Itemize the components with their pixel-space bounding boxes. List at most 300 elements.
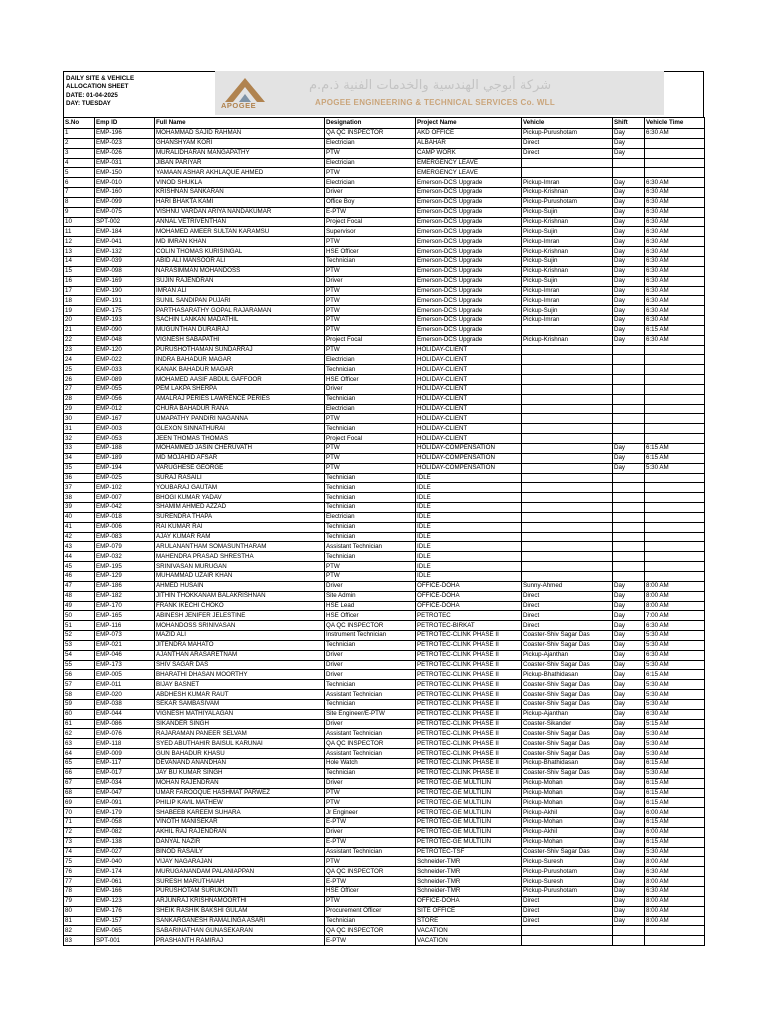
cell-vehicle-time: 7:00 AM bbox=[645, 611, 705, 621]
cell-shift: Day bbox=[613, 896, 645, 906]
cell-shift bbox=[613, 512, 645, 522]
cell-emp-id: EMP-021 bbox=[95, 640, 155, 650]
cell-vehicle-time: 6:30 AM bbox=[645, 316, 705, 326]
cell-emp-id: EMP-098 bbox=[95, 266, 155, 276]
cell-vehicle: Pickup-Akhil bbox=[522, 808, 613, 818]
cell-sno: 13 bbox=[64, 247, 95, 257]
cell-emp-id: EMP-023 bbox=[95, 138, 155, 148]
cell-vehicle-time: 8:00 AM bbox=[645, 857, 705, 867]
cell-emp-id: EMP-026 bbox=[95, 148, 155, 158]
table-row bbox=[64, 532, 705, 542]
cell-project-name: IDLE bbox=[416, 473, 522, 483]
cell-emp-id: EMP-170 bbox=[95, 601, 155, 611]
cell-emp-id: EMP-018 bbox=[95, 512, 155, 522]
cell-sno: 66 bbox=[64, 768, 95, 778]
cell-vehicle-time: 6:30 AM bbox=[645, 335, 705, 345]
cell-project-name: HOLIDAY-CLIENT bbox=[416, 414, 522, 424]
cell-sno: 78 bbox=[64, 886, 95, 896]
cell-full-name: PRASHANTH RAMIRAJ bbox=[155, 936, 325, 946]
cell-vehicle-time bbox=[645, 148, 705, 158]
cell-vehicle-time: 6:30 AM bbox=[645, 256, 705, 266]
cell-emp-id: EMP-047 bbox=[95, 788, 155, 798]
cell-vehicle-time bbox=[645, 571, 705, 581]
cell-vehicle-time: 5:30 AM bbox=[645, 640, 705, 650]
cell-vehicle-time bbox=[645, 936, 705, 946]
cell-vehicle-time: 6:15 AM bbox=[645, 778, 705, 788]
cell-vehicle-time bbox=[645, 434, 705, 444]
cell-designation: E-PTW bbox=[325, 818, 416, 828]
cell-designation: Driver bbox=[325, 188, 416, 198]
cell-sno: 26 bbox=[64, 375, 95, 385]
cell-full-name: RAJARAMAN PANEER SELVAM bbox=[155, 729, 325, 739]
cell-sno: 82 bbox=[64, 926, 95, 936]
cell-project-name: PETROTEC-CLINK PHASE II bbox=[416, 709, 522, 719]
cell-emp-id: EMP-196 bbox=[95, 129, 155, 139]
cell-project-name: Emerson-DCS Upgrade bbox=[416, 276, 522, 286]
cell-project-name: IDLE bbox=[416, 532, 522, 542]
cell-vehicle-time: 6:15 AM bbox=[645, 670, 705, 680]
cell-full-name: SEKAR SAMBASIVAM bbox=[155, 699, 325, 709]
cell-full-name: PARTHASARATHY GOPAL RAJARAMAN bbox=[155, 306, 325, 316]
col-header-vehicle: Vehicle bbox=[522, 118, 613, 129]
cell-sno: 62 bbox=[64, 729, 95, 739]
cell-sno: 37 bbox=[64, 483, 95, 493]
cell-full-name: BHARATHI DHASAN MOORTHY bbox=[155, 670, 325, 680]
cell-designation: PTW bbox=[325, 857, 416, 867]
cell-vehicle: Coaster-Shiv Sagar Das bbox=[522, 631, 613, 641]
table-row bbox=[64, 512, 705, 522]
cell-sno: 22 bbox=[64, 335, 95, 345]
cell-designation: E-PTW bbox=[325, 877, 416, 887]
cell-designation: Jr Engineer bbox=[325, 808, 416, 818]
table-row bbox=[64, 365, 705, 375]
cell-vehicle-time: 6:30 AM bbox=[645, 207, 705, 217]
cell-full-name: JITENDRA MAHATO bbox=[155, 640, 325, 650]
cell-emp-id: EMP-099 bbox=[95, 197, 155, 207]
table-row bbox=[64, 355, 705, 365]
cell-shift: Day bbox=[613, 256, 645, 266]
cell-designation: Supervisor bbox=[325, 227, 416, 237]
cell-vehicle: Pickup-Mohan bbox=[522, 798, 613, 808]
cell-emp-id: EMP-089 bbox=[95, 375, 155, 385]
cell-sno: 41 bbox=[64, 522, 95, 532]
cell-emp-id: EMP-056 bbox=[95, 394, 155, 404]
table-row bbox=[64, 493, 705, 503]
table-row bbox=[64, 197, 705, 207]
cell-shift bbox=[613, 394, 645, 404]
table-row bbox=[64, 316, 705, 326]
cell-sno: 20 bbox=[64, 316, 95, 326]
cell-designation: PTW bbox=[325, 286, 416, 296]
cell-sno: 50 bbox=[64, 611, 95, 621]
table-row bbox=[64, 571, 705, 581]
cell-emp-id: EMP-160 bbox=[95, 188, 155, 198]
cell-vehicle bbox=[522, 552, 613, 562]
cell-project-name: PETROTEC-CLINK PHASE II bbox=[416, 670, 522, 680]
cell-designation: PTW bbox=[325, 571, 416, 581]
cell-project-name: IDLE bbox=[416, 503, 522, 513]
cell-project-name: Emerson-DCS Upgrade bbox=[416, 188, 522, 198]
cell-shift: Day bbox=[613, 886, 645, 896]
cell-designation: PTW bbox=[325, 562, 416, 572]
cell-sno: 65 bbox=[64, 759, 95, 769]
table-row bbox=[64, 670, 705, 680]
cell-full-name: VIGNESH SABAPATHI bbox=[155, 335, 325, 345]
cell-full-name: BIJAY BASNET bbox=[155, 680, 325, 690]
cell-sno: 45 bbox=[64, 562, 95, 572]
cell-vehicle-time: 8:00 AM bbox=[645, 591, 705, 601]
cell-sno: 2 bbox=[64, 138, 95, 148]
cell-vehicle: Pickup-Sujin bbox=[522, 276, 613, 286]
cell-emp-id: EMP-007 bbox=[95, 493, 155, 503]
cell-vehicle-time: 6:00 AM bbox=[645, 808, 705, 818]
cell-emp-id: EMP-006 bbox=[95, 522, 155, 532]
table-row bbox=[64, 256, 705, 266]
cell-project-name: IDLE bbox=[416, 483, 522, 493]
table-row bbox=[64, 444, 705, 454]
cell-vehicle: Pickup-Imran bbox=[522, 296, 613, 306]
cell-project-name: Emerson-DCS Upgrade bbox=[416, 306, 522, 316]
cell-shift bbox=[613, 345, 645, 355]
cell-shift: Day bbox=[613, 798, 645, 808]
cell-shift: Day bbox=[613, 680, 645, 690]
cell-shift bbox=[613, 503, 645, 513]
cell-vehicle-time bbox=[645, 345, 705, 355]
cell-sno: 35 bbox=[64, 463, 95, 473]
cell-shift: Day bbox=[613, 611, 645, 621]
cell-shift: Day bbox=[613, 670, 645, 680]
cell-vehicle-time: 8:00 AM bbox=[645, 877, 705, 887]
cell-vehicle-time: 6:15 AM bbox=[645, 759, 705, 769]
cell-designation: PTW bbox=[325, 453, 416, 463]
cell-sno: 24 bbox=[64, 355, 95, 365]
cell-designation: Technician bbox=[325, 552, 416, 562]
cell-project-name: Schneider-TMR bbox=[416, 877, 522, 887]
cell-vehicle bbox=[522, 936, 613, 946]
table-row bbox=[64, 916, 705, 926]
cell-emp-id: EMP-165 bbox=[95, 611, 155, 621]
table-row bbox=[64, 473, 705, 483]
cell-vehicle bbox=[522, 503, 613, 513]
cell-emp-id: EMP-174 bbox=[95, 867, 155, 877]
cell-vehicle-time bbox=[645, 926, 705, 936]
cell-full-name: ABINESH JENIFER JELESTINE bbox=[155, 611, 325, 621]
col-header-shift: Shift bbox=[613, 118, 645, 129]
cell-vehicle-time bbox=[645, 522, 705, 532]
cell-vehicle: Pickup-Mohan bbox=[522, 837, 613, 847]
cell-shift bbox=[613, 493, 645, 503]
cell-vehicle bbox=[522, 345, 613, 355]
cell-sno: 73 bbox=[64, 837, 95, 847]
cell-full-name: VARUGHESE GEORGE bbox=[155, 463, 325, 473]
cell-vehicle-time: 6:30 AM bbox=[645, 266, 705, 276]
cell-vehicle-time: 6:30 AM bbox=[645, 621, 705, 631]
cell-full-name: HARI BHAKTA KAMI bbox=[155, 197, 325, 207]
cell-vehicle bbox=[522, 158, 613, 168]
cell-emp-id: EMP-042 bbox=[95, 503, 155, 513]
table-row bbox=[64, 640, 705, 650]
cell-vehicle: Pickup-Krishnan bbox=[522, 335, 613, 345]
cell-full-name: YAMAAN ASHAR AKHLAQUE AHMED bbox=[155, 168, 325, 178]
cell-emp-id: EMP-009 bbox=[95, 749, 155, 759]
cell-full-name: SANKARGANESH RAMALINGA ASARI bbox=[155, 916, 325, 926]
cell-emp-id: EMP-022 bbox=[95, 355, 155, 365]
cell-designation: Technician bbox=[325, 503, 416, 513]
cell-designation: Site Admin bbox=[325, 591, 416, 601]
cell-designation: Technician bbox=[325, 640, 416, 650]
cell-designation: Office Boy bbox=[325, 197, 416, 207]
cell-full-name: SHABEEB KAREEM SUHARA bbox=[155, 808, 325, 818]
cell-full-name: SHIV SAGAR DAS bbox=[155, 660, 325, 670]
cell-full-name: SHEIK RASHIK BAKSHI GULAM bbox=[155, 906, 325, 916]
cell-shift bbox=[613, 424, 645, 434]
cell-vehicle: Coaster-Shiv Sagar Das bbox=[522, 729, 613, 739]
cell-full-name: MOHAN RAJENDRAN bbox=[155, 778, 325, 788]
cell-full-name: SURAJ RASAILI bbox=[155, 473, 325, 483]
cell-project-name: Emerson-DCS Upgrade bbox=[416, 286, 522, 296]
col-header-sno: S.No bbox=[64, 118, 95, 129]
cell-shift: Day bbox=[613, 867, 645, 877]
cell-sno: 80 bbox=[64, 906, 95, 916]
cell-project-name: PETROTEC-GE MULTILIN bbox=[416, 837, 522, 847]
cell-sno: 51 bbox=[64, 621, 95, 631]
cell-shift: Day bbox=[613, 640, 645, 650]
cell-sno: 70 bbox=[64, 808, 95, 818]
cell-vehicle: Coaster-Shiv Sagar Das bbox=[522, 749, 613, 759]
cell-project-name: PETROTEC-CLINK PHASE II bbox=[416, 719, 522, 729]
cell-sno: 34 bbox=[64, 453, 95, 463]
cell-full-name: NARASIMMAN MOHANDOSS bbox=[155, 266, 325, 276]
cell-vehicle-time: 6:30 AM bbox=[645, 217, 705, 227]
cell-shift: Day bbox=[613, 188, 645, 198]
cell-designation: Driver bbox=[325, 827, 416, 837]
cell-emp-id: EMP-044 bbox=[95, 709, 155, 719]
cell-project-name: PETROTEC-TSF bbox=[416, 847, 522, 857]
cell-vehicle-time: 5:30 AM bbox=[645, 699, 705, 709]
cell-project-name: HOLIDAY-COMPENSATION bbox=[416, 453, 522, 463]
cell-full-name: BINOD RASAILY bbox=[155, 847, 325, 857]
cell-project-name: HOLIDAY-CLIENT bbox=[416, 394, 522, 404]
cell-vehicle-time: 8:00 AM bbox=[645, 581, 705, 591]
cell-vehicle-time: 5:30 AM bbox=[645, 631, 705, 641]
table-row bbox=[64, 739, 705, 749]
cell-shift: Day bbox=[613, 759, 645, 769]
cell-sno: 43 bbox=[64, 542, 95, 552]
table-row bbox=[64, 552, 705, 562]
table-row bbox=[64, 562, 705, 572]
cell-designation: QA QC INSPECTOR bbox=[325, 867, 416, 877]
table-row bbox=[64, 345, 705, 355]
cell-vehicle-time bbox=[645, 394, 705, 404]
cell-full-name: MOHAMMAD SAJID RAHMAN bbox=[155, 129, 325, 139]
cell-project-name: HOLIDAY-CLIENT bbox=[416, 345, 522, 355]
cell-vehicle: Pickup-Mohan bbox=[522, 788, 613, 798]
cell-vehicle-time: 6:30 AM bbox=[645, 286, 705, 296]
cell-full-name: UMAPATHY PANDIRI NAGANNA bbox=[155, 414, 325, 424]
table-row bbox=[64, 729, 705, 739]
cell-shift: Day bbox=[613, 129, 645, 139]
cell-sno: 11 bbox=[64, 227, 95, 237]
cell-shift bbox=[613, 532, 645, 542]
cell-shift: Day bbox=[613, 818, 645, 828]
cell-vehicle: Pickup-Mohan bbox=[522, 778, 613, 788]
table-row bbox=[64, 375, 705, 385]
cell-project-name: PETROTEC-CLINK PHASE II bbox=[416, 680, 522, 690]
cell-shift: Day bbox=[613, 335, 645, 345]
cell-designation: PTW bbox=[325, 788, 416, 798]
cell-sno: 9 bbox=[64, 207, 95, 217]
cell-full-name: ABDHESH KUMAR RAUT bbox=[155, 690, 325, 700]
cell-sno: 44 bbox=[64, 552, 95, 562]
cell-vehicle-time bbox=[645, 414, 705, 424]
cell-sno: 76 bbox=[64, 867, 95, 877]
cell-shift: Day bbox=[613, 847, 645, 857]
cell-emp-id: EMP-166 bbox=[95, 886, 155, 896]
cell-designation: QA QC INSPECTOR bbox=[325, 739, 416, 749]
table-row bbox=[64, 306, 705, 316]
cell-full-name: MUHAMMAD UZAIR KHAN bbox=[155, 571, 325, 581]
cell-designation: Technician bbox=[325, 916, 416, 926]
cell-full-name: VIGNESH MATHIYALAGAN bbox=[155, 709, 325, 719]
cell-full-name: SYED ABUTHAHIR BAISUL KARUNAI bbox=[155, 739, 325, 749]
cell-sno: 14 bbox=[64, 256, 95, 266]
cell-full-name: MURALIDHARAN MANGAPATHY bbox=[155, 148, 325, 158]
cell-full-name: MURUGANANDAM PALANIAPPAN bbox=[155, 867, 325, 877]
cell-emp-id: EMP-120 bbox=[95, 345, 155, 355]
cell-vehicle-time: 8:00 AM bbox=[645, 896, 705, 906]
cell-full-name: VINOTH MANISEKAR bbox=[155, 818, 325, 828]
table-row bbox=[64, 749, 705, 759]
cell-project-name: IDLE bbox=[416, 493, 522, 503]
cell-shift bbox=[613, 552, 645, 562]
cell-emp-id: EMP-190 bbox=[95, 286, 155, 296]
cell-sno: 1 bbox=[64, 129, 95, 139]
cell-sno: 48 bbox=[64, 591, 95, 601]
cell-sno: 63 bbox=[64, 739, 95, 749]
cell-full-name: ARJUNRAJ KRISHNAMOORTHI bbox=[155, 896, 325, 906]
cell-vehicle-time: 6:30 AM bbox=[645, 276, 705, 286]
cell-full-name: MUGUNTHAN DURAIRAJ bbox=[155, 325, 325, 335]
cell-vehicle-time: 5:30 AM bbox=[645, 847, 705, 857]
cell-shift: Day bbox=[613, 788, 645, 798]
cell-shift: Day bbox=[613, 631, 645, 641]
table-row bbox=[64, 168, 705, 178]
cell-vehicle-time bbox=[645, 158, 705, 168]
cell-project-name: HOLIDAY-CLIENT bbox=[416, 365, 522, 375]
cell-project-name: Emerson-DCS Upgrade bbox=[416, 207, 522, 217]
cell-emp-id: EMP-184 bbox=[95, 227, 155, 237]
cell-vehicle-time: 6:15 AM bbox=[645, 837, 705, 847]
cell-project-name: Schneider-TMR bbox=[416, 867, 522, 877]
cell-sno: 47 bbox=[64, 581, 95, 591]
cell-full-name: MD MOJAHID AFSAR bbox=[155, 453, 325, 463]
cell-designation: HSE Officer bbox=[325, 247, 416, 257]
cell-designation: Technician bbox=[325, 473, 416, 483]
cell-vehicle-time bbox=[645, 493, 705, 503]
cell-vehicle-time: 5:30 AM bbox=[645, 729, 705, 739]
cell-project-name: HOLIDAY-CLIENT bbox=[416, 404, 522, 414]
cell-sno: 25 bbox=[64, 365, 95, 375]
cell-emp-id: EMP-011 bbox=[95, 680, 155, 690]
cell-emp-id: EMP-032 bbox=[95, 552, 155, 562]
cell-designation: Technician bbox=[325, 680, 416, 690]
cell-vehicle bbox=[522, 926, 613, 936]
cell-project-name: AKD OFFICE bbox=[416, 129, 522, 139]
logo-brand-text: APOGEE bbox=[221, 101, 257, 110]
cell-vehicle: Pickup-Purushotam bbox=[522, 129, 613, 139]
cell-shift: Day bbox=[613, 778, 645, 788]
cell-emp-id: EMP-073 bbox=[95, 631, 155, 641]
table-row bbox=[64, 798, 705, 808]
cell-designation: Driver bbox=[325, 660, 416, 670]
cell-sno: 52 bbox=[64, 631, 95, 641]
cell-emp-id: EMP-118 bbox=[95, 739, 155, 749]
cell-designation: HSE Officer bbox=[325, 886, 416, 896]
cell-sno: 28 bbox=[64, 394, 95, 404]
table-row bbox=[64, 867, 705, 877]
cell-full-name: VIJAY NAGARAJAN bbox=[155, 857, 325, 867]
cell-shift: Day bbox=[613, 916, 645, 926]
cell-full-name: MOHAMED AMEER SULTAN KARAMSU bbox=[155, 227, 325, 237]
cell-vehicle-time: 6:30 AM bbox=[645, 296, 705, 306]
cell-vehicle-time: 6:30 AM bbox=[645, 129, 705, 139]
cell-sno: 5 bbox=[64, 168, 95, 178]
cell-designation: Project Focal bbox=[325, 217, 416, 227]
cell-shift: Day bbox=[613, 719, 645, 729]
cell-full-name: ABID ALI MANSOOR ALI bbox=[155, 256, 325, 266]
cell-full-name: VINOD SHUKLA bbox=[155, 178, 325, 188]
cell-emp-id: EMP-020 bbox=[95, 690, 155, 700]
cell-project-name: PETROTEC-CLINK PHASE II bbox=[416, 759, 522, 769]
table-row bbox=[64, 768, 705, 778]
cell-project-name: PETROTEC-CLINK PHASE II bbox=[416, 749, 522, 759]
cell-designation: PTW bbox=[325, 414, 416, 424]
cell-vehicle: Pickup-Akhil bbox=[522, 827, 613, 837]
cell-sno: 6 bbox=[64, 178, 95, 188]
cell-shift bbox=[613, 542, 645, 552]
cell-project-name: OFFICE-DOHA bbox=[416, 581, 522, 591]
cell-vehicle-time bbox=[645, 355, 705, 365]
table-row bbox=[64, 276, 705, 286]
cell-full-name: SURENDRA THAPA bbox=[155, 512, 325, 522]
cell-designation: Driver bbox=[325, 719, 416, 729]
cell-emp-id: EMP-065 bbox=[95, 926, 155, 936]
cell-shift bbox=[613, 414, 645, 424]
cell-vehicle-time: 5:30 AM bbox=[645, 660, 705, 670]
cell-project-name: PETROTEC-CLINK PHASE II bbox=[416, 768, 522, 778]
cell-shift: Day bbox=[613, 709, 645, 719]
cell-shift: Day bbox=[613, 286, 645, 296]
cell-vehicle-time: 6:30 AM bbox=[645, 709, 705, 719]
cell-full-name: ANNAL VETRIVENTHAN bbox=[155, 217, 325, 227]
table-row bbox=[64, 906, 705, 916]
cell-designation: PTW bbox=[325, 306, 416, 316]
cell-shift bbox=[613, 473, 645, 483]
cell-full-name: MD IMRAN KHAN bbox=[155, 237, 325, 247]
cell-shift: Day bbox=[613, 690, 645, 700]
cell-vehicle-time: 6:30 AM bbox=[645, 197, 705, 207]
cell-shift bbox=[613, 571, 645, 581]
cell-sno: 19 bbox=[64, 306, 95, 316]
cell-full-name: AJAY KUMAR RAM bbox=[155, 532, 325, 542]
cell-project-name: STORE bbox=[416, 916, 522, 926]
cell-designation: QA QC INSPECTOR bbox=[325, 926, 416, 936]
cell-sno: 46 bbox=[64, 571, 95, 581]
table-row bbox=[64, 837, 705, 847]
cell-vehicle: Pickup-Krishnan bbox=[522, 217, 613, 227]
logo-arabic-text: شركة أبوجي الهندسية والخدمات الفنية ذ.م.م bbox=[309, 78, 552, 93]
table-row bbox=[64, 611, 705, 621]
